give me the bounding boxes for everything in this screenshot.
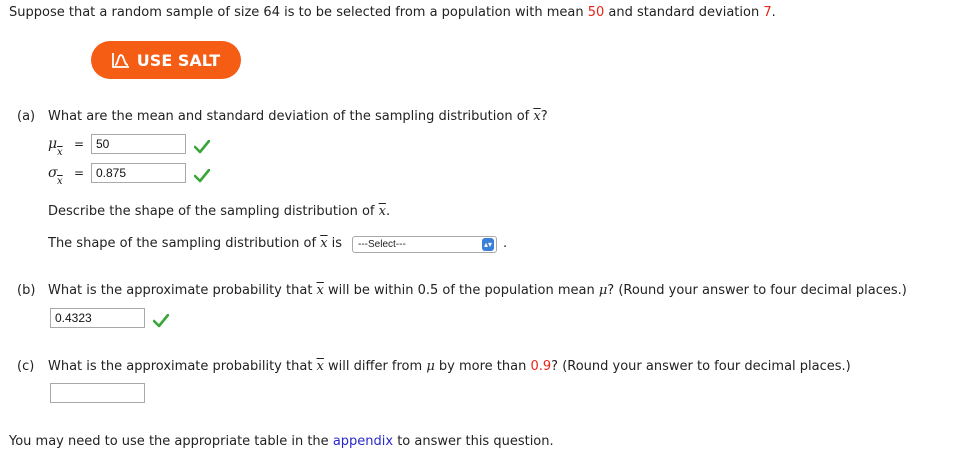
threshold-value: 0.9 bbox=[530, 359, 552, 374]
shape-text: The shape of the sampling distribution of bbox=[48, 236, 321, 251]
shape-text-middle: is bbox=[327, 236, 343, 251]
part-c-text: What is the approximate probability that bbox=[48, 359, 317, 374]
sd-input[interactable]: 0.875 bbox=[91, 163, 186, 183]
shape-end: . bbox=[503, 236, 508, 251]
part-b-answer-input[interactable]: 0.4323 bbox=[50, 308, 145, 328]
part-b-question bbox=[48, 283, 907, 298]
footer-text: You may need to use the appropriate table in the bbox=[9, 434, 333, 449]
mu-subscript: $\overline{x}$ bbox=[57, 147, 63, 158]
part-c-question bbox=[48, 359, 851, 374]
shape-prompt bbox=[48, 236, 342, 251]
x-bar: $\overline{x}$ bbox=[533, 109, 541, 124]
footer-text-end: to answer this question. bbox=[393, 434, 554, 449]
part-c-answer-input[interactable] bbox=[50, 383, 145, 403]
intro-text-end: . bbox=[771, 5, 776, 20]
part-c-text-mid: will differ from bbox=[323, 359, 427, 374]
part-c-text-mid2: by more than bbox=[434, 359, 531, 374]
part-c-text-end: ? (Round your answer to four decimal places.) bbox=[551, 359, 851, 374]
correct-check-icon bbox=[194, 140, 210, 154]
part-a-question-text: What are the mean and standard deviation of the sampling distribution of bbox=[48, 109, 534, 124]
x-bar: $\overline{x}$ bbox=[378, 204, 386, 219]
sigma-symbol: σ bbox=[48, 165, 58, 181]
part-b-label: (b) bbox=[17, 283, 36, 298]
part-a-question bbox=[48, 109, 548, 124]
correct-check-icon bbox=[194, 169, 210, 183]
part-a-label: (a) bbox=[17, 109, 36, 124]
population-mean: 50 bbox=[587, 5, 605, 20]
shape-select-value: ---Select--- bbox=[358, 239, 406, 250]
use-salt-label: USE SALT bbox=[136, 50, 221, 70]
x-bar: $\overline{x}$ bbox=[316, 359, 324, 374]
x-bar: $\overline{x}$ bbox=[320, 236, 328, 251]
part-c-label: (c) bbox=[17, 359, 35, 374]
mu-symbol: μ bbox=[48, 136, 58, 152]
problem-statement bbox=[9, 5, 776, 20]
mean-input[interactable]: 50 bbox=[91, 134, 186, 154]
mu-symbol: μ bbox=[598, 283, 608, 298]
intro-text: Suppose that a random sample of size 64 is to be selected from a population with mean bbox=[9, 5, 588, 20]
part-b-text: What is the approximate probability that bbox=[48, 283, 317, 298]
footer-note bbox=[9, 434, 554, 449]
part-a-question-end: ? bbox=[540, 109, 548, 124]
use-salt-button[interactable] bbox=[91, 41, 241, 79]
part-b-text-mid: will be within 0.5 of the population mean bbox=[323, 283, 599, 298]
describe-shape-text bbox=[48, 204, 390, 219]
equals-sign: = bbox=[74, 137, 85, 151]
population-sd: 7 bbox=[763, 5, 772, 20]
sigma-subscript: $\overline{x}$ bbox=[57, 176, 63, 187]
describe-text: Describe the shape of the sampling distribution of bbox=[48, 204, 379, 219]
shape-select[interactable] bbox=[352, 236, 497, 253]
appendix-link[interactable]: appendix bbox=[332, 434, 394, 449]
mu-symbol: μ bbox=[426, 359, 435, 374]
salt-chart-icon bbox=[112, 52, 130, 68]
describe-end: . bbox=[385, 204, 391, 219]
part-b-text-end: ? (Round your answer to four decimal places.) bbox=[607, 283, 907, 298]
select-arrow-icon: ▴▾ bbox=[483, 240, 493, 249]
x-bar: $\overline{x}$ bbox=[316, 283, 324, 298]
equals-sign: = bbox=[74, 166, 85, 180]
correct-check-icon bbox=[153, 314, 169, 328]
intro-text-middle: and standard deviation bbox=[604, 5, 764, 20]
